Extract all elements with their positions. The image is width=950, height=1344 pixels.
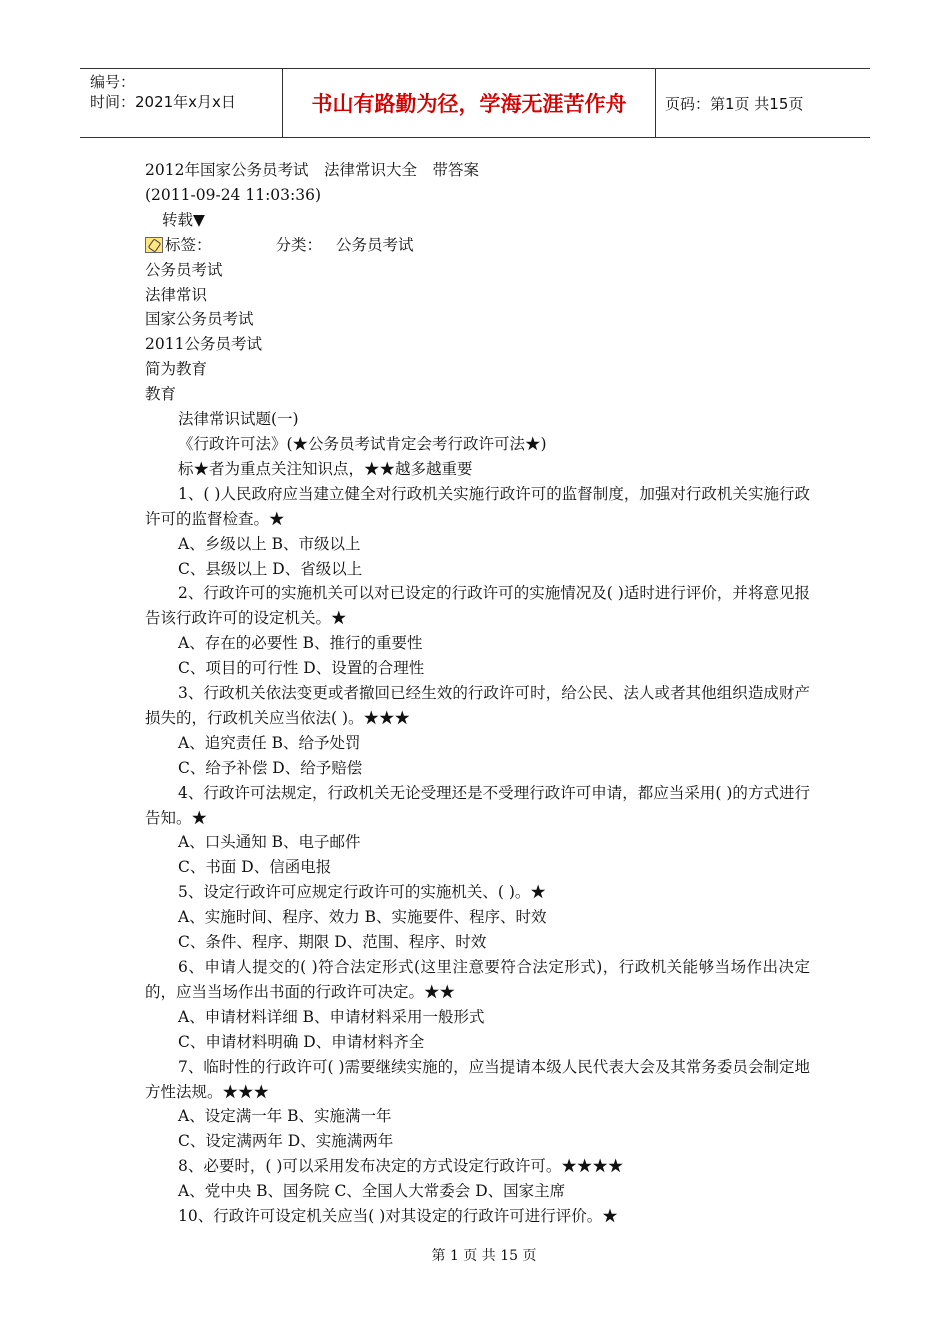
document-header [80,68,870,138]
tag-item[interactable]: 教育 [145,385,177,404]
question-options: A、党中央 B、国务院 C、全国人大常委会 D、国家主席 [178,1182,566,1201]
tag-item[interactable]: 简为教育 [145,360,208,379]
question-options: A、追究责任 B、给予处罚 [178,733,361,752]
header-page-info: 页码：第1页 共15页 [665,94,804,113]
question-text: 10、行政许可设定机关应当( )对其设定的行政许可进行评价。★ [178,1207,618,1226]
question-options: A、存在的必要性 B、推行的重要性 [178,634,423,653]
question-text: 1、( )人民政府应当建立健全对行政机关实施行政许可的监督制度，加强对行政机关实施行政许可的监督检查。★ [145,484,810,528]
category-label: 分类： [275,235,323,254]
doc-title: 2012年国家公务员考试 法律常识大全 带答案 [145,161,479,179]
tag-line [145,233,810,258]
question-options: C、县级以上 D、省级以上 [178,559,363,578]
question-options: C、条件、程序、期限 D、范围、程序、时效 [178,933,487,952]
question-options: C、申请材料明确 D、申请材料齐全 [178,1032,425,1051]
question-text: 2、行政许可的实施机关可以对已设定的行政许可的实施情况及( )适时进行评价，并将意见报告该行政许可的设定机关。★ [145,584,810,628]
question-text: 6、申请人提交的( )符合法定形式(这里注意要符合法定形式)，行政机关能够当场作出决定的，应当当场作出书面的行政许可决定。★★ [145,958,810,1001]
law-line: 《行政许可法》(★公务员考试肯定会考行政许可法★) [178,434,547,453]
header-motto: 书山有路勤为径，学海无涯苦作舟 [283,69,656,137]
category-value[interactable]: 公务员考试 [336,235,414,254]
header-meta [80,69,283,137]
time-label: 时间：2021年x月x日 [90,93,236,111]
tag-list [145,258,810,407]
tag-item[interactable]: 2011公务员考试 [145,335,262,354]
question-options: C、设定满两年 D、实施满两年 [178,1132,394,1151]
tag-item[interactable]: 公务员考试 [145,260,223,279]
repost-link[interactable]: 转载▼ [162,210,205,229]
question-text: 4、行政许可法规定，行政机关无论受理还是不受理行政许可申请，都应当采用( )的方式进行告知。★ [145,783,810,827]
question-text: 5、设定行政许可应规定行政许可的实施机关、( )。★ [178,883,546,902]
question-text: 8、必要时，( )可以采用发布决定的方式设定行政许可。★★★★ [178,1157,624,1176]
document-body [145,158,810,1229]
question-text: 7、临时性的行政许可( )需要继续实施的，应当提请本级人民代表大会及其常务委员会制定地方性法规。★★★ [145,1057,810,1101]
doc-datetime: (2011-09-24 11:03:36) [145,185,322,204]
section-title: 法律常识试题(一) [178,410,299,429]
question-options: C、书面 D、信函电报 [178,858,332,877]
tag-icon [145,237,163,253]
question-options: A、设定满一年 B、实施满一年 [178,1107,392,1126]
number-label: 编号： [90,73,136,91]
page-footer: 第 1 页 共 15 页 [431,1248,537,1264]
question-text: 3、行政机关依法变更或者撤回已经生效的行政许可时，给公民、法人或者其他组织造成财产损失的，行政机关应当依法( )。★★★ [145,684,810,727]
note-line: 标★者为重点关注知识点，★★越多越重要 [178,459,473,478]
question-options: C、项目的可行性 D、设置的合理性 [178,659,425,678]
tag-item[interactable]: 法律常识 [145,285,208,304]
question-options: A、实施时间、程序、效力 B、实施要件、程序、时效 [178,908,547,927]
question-options: A、申请材料详细 B、申请材料采用一般形式 [178,1007,485,1026]
tag-item[interactable]: 国家公务员考试 [145,310,254,329]
question-options: A、乡级以上 B、市级以上 [178,534,361,553]
tag-label: 标签： [165,235,212,254]
question-options: C、给予补偿 D、给予赔偿 [178,758,363,777]
question-options: A、口头通知 B、电子邮件 [178,833,361,852]
